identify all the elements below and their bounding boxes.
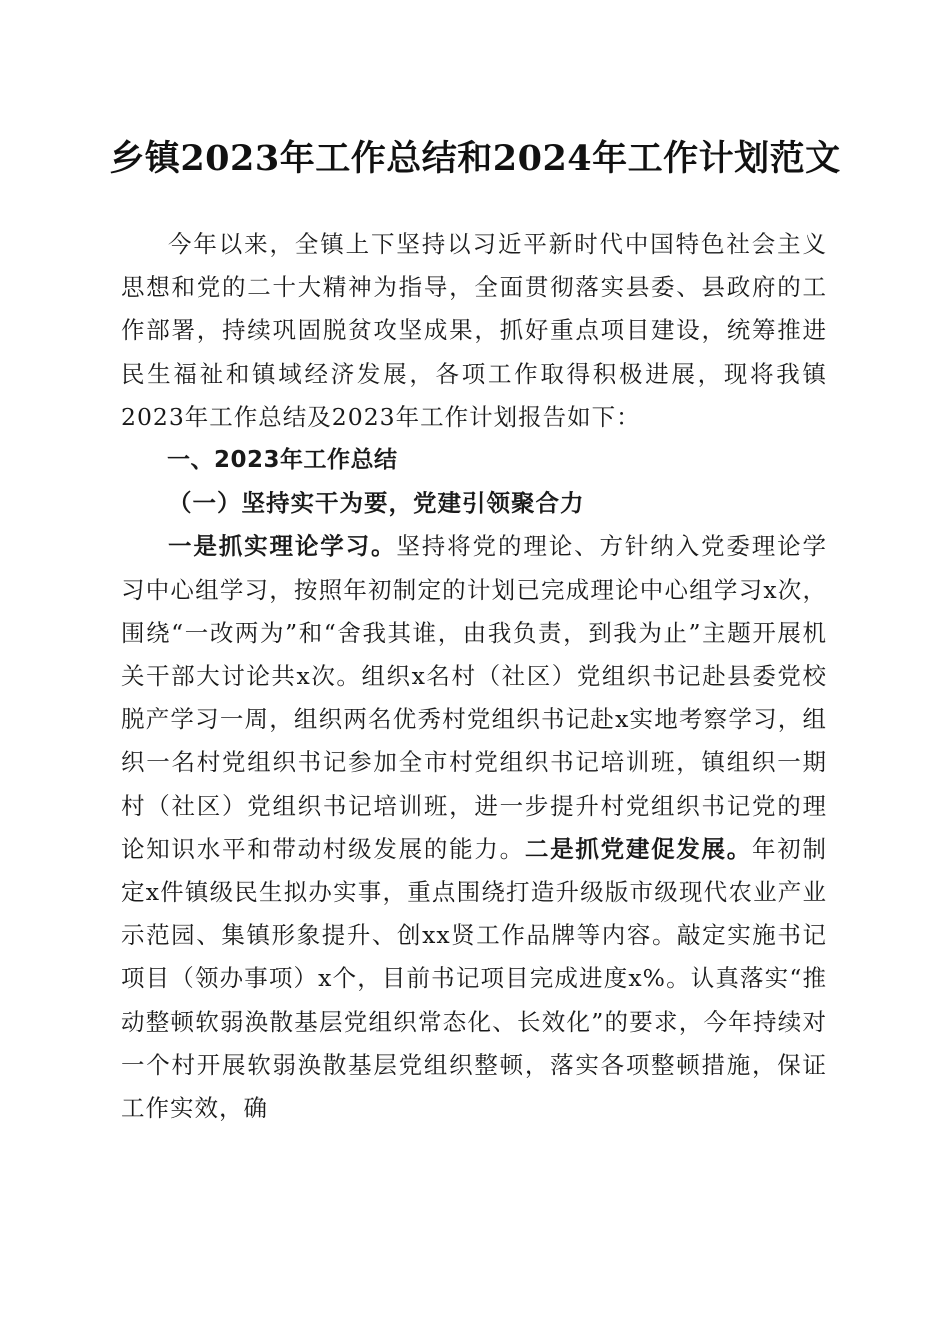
subsection-heading-party-building: （一）坚持实干为要，党建引领聚合力	[168, 489, 585, 518]
body-paragraph	[121, 525, 827, 1130]
point-2-lead: 二是抓党建促发展。	[524, 834, 753, 863]
point-1-text: 坚持将党的理论、方针纳入党委理论学习中心组学习，按照年初制定的计划已完成理论中心组学习x次，围绕“一改两为”和“舍我其谁，由我负责，到我为止”主题开展机关干部大讨论共x次。组织x名村（社区）党组织书记赴县委党校脱产学习一周，组织两名优秀村党组织书记赴x实地考察学习，组织一名村党组织书记参加全市村党组织书记培训班，镇组织一期村（社区）党组织书记培训班，进一步提升村党组织书记党的理论知识水平和带动村级发展的能力。	[121, 532, 828, 863]
point-2-text: 年初制定x件镇级民生拟办实事，重点围绕打造升级版市级现代农业产业示范园、集镇形象提升、创xx贤工作品牌等内容。敲定实施书记项目（领办事项）x个，目前书记项目完成进度x%。认真落实“推动整顿软弱涣散基层党组织常态化、长效化”的要求，今年持续对一个村开展软弱涣散基层党组织整顿，落实各项整顿措施，保证工作实效，确	[121, 834, 828, 1123]
point-1-lead: 一是抓实理论学习。	[168, 532, 397, 561]
section-heading-work-summary: 一、2023年工作总结	[167, 447, 398, 474]
document-title: 乡镇2023年工作总结和2024年工作计划范文	[109, 138, 841, 179]
intro-paragraph: 今年以来，全镇上下坚持以习近平新时代中国特色社会主义思想和党的二十大精神为指导，全面贯彻落实县委、县政府的工作部署，持续巩固脱贫攻坚成果，抓好重点项目建设，统筹推进民生福祉和镇域经济发展，各项工作取得积极进展，现将我镇2023年工作总结及2023年工作计划报告如下：	[121, 230, 827, 431]
document-body	[121, 223, 827, 1130]
